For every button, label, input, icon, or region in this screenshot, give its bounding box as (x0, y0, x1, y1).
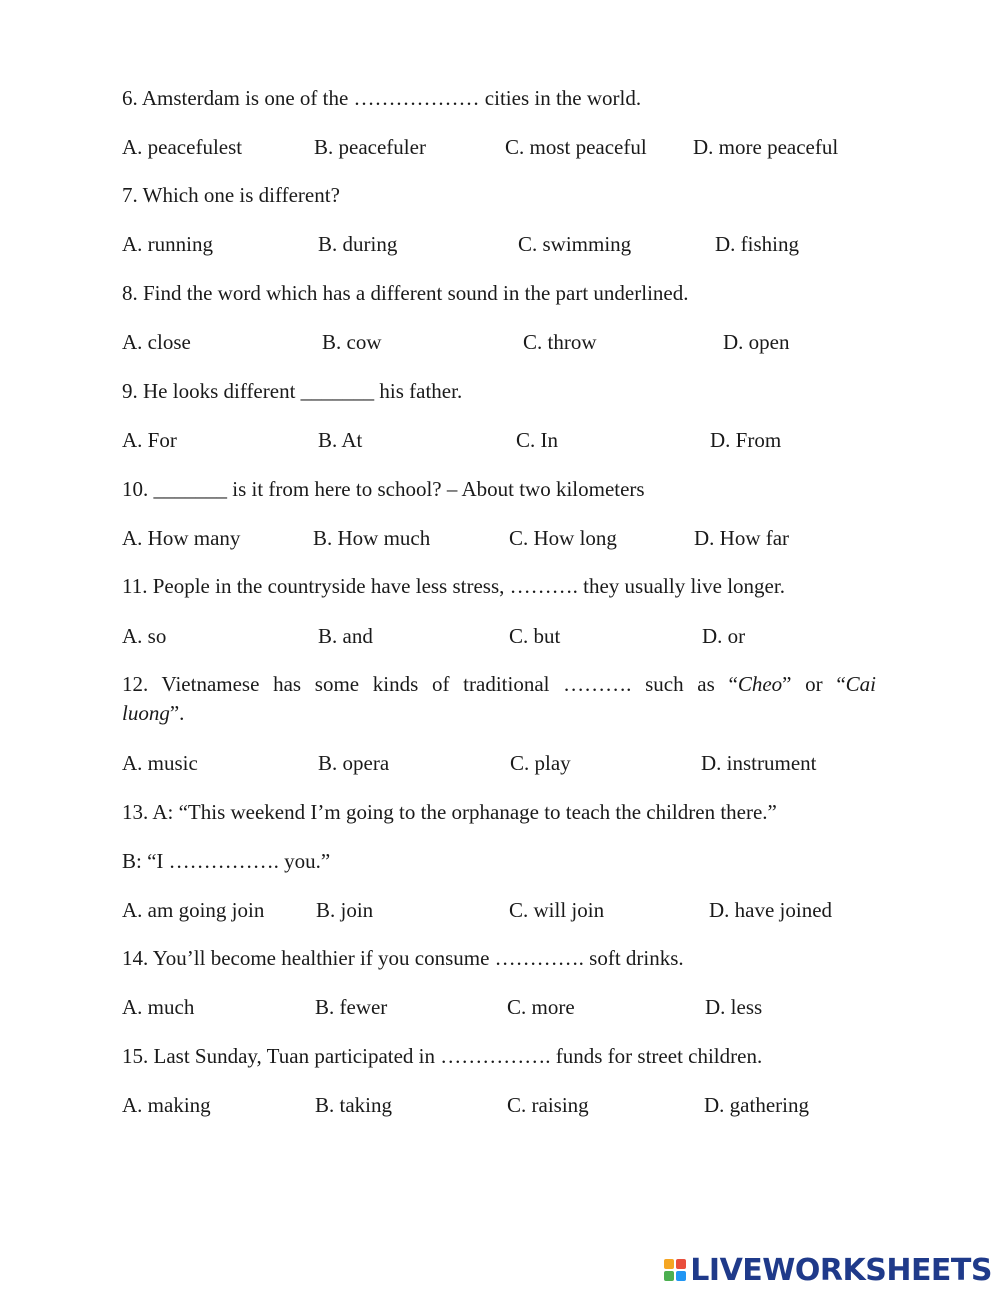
question-13-option-a[interactable]: A. am going join (122, 898, 265, 922)
question-6-option-c[interactable]: C. most peaceful (505, 135, 647, 159)
question-12-italic-cai: Cai (845, 672, 876, 696)
logo-square-2 (676, 1259, 686, 1269)
liveworksheets-logo-icon (664, 1259, 686, 1281)
question-12-stem-line1 (122, 670, 876, 699)
logo-square-1 (664, 1259, 674, 1269)
question-11-option-b[interactable]: B. and (318, 624, 373, 648)
question-7-stem: 7. Which one is different? (122, 183, 340, 207)
question-8-stem: 8. Find the word which has a different sound in the part underlined. (122, 281, 689, 305)
question-12-option-d[interactable]: D. instrument (701, 751, 817, 775)
question-8-option-c[interactable]: C. throw (523, 330, 597, 354)
liveworksheets-brand[interactable] (664, 1252, 992, 1288)
question-10-option-d[interactable]: D. How far (694, 526, 790, 550)
question-13-stem: 13. A: “This weekend I’m going to the orphanage to teach the children there.” (122, 800, 777, 824)
question-9-option-d[interactable]: D. From (710, 428, 782, 452)
question-9-option-a[interactable]: A. For (122, 428, 177, 452)
question-12-option-b[interactable]: B. opera (318, 751, 390, 775)
question-8-option-d[interactable]: D. open (723, 330, 790, 354)
question-10-option-a[interactable]: A. How many (122, 526, 241, 550)
question-13-option-c[interactable]: C. will join (509, 898, 605, 922)
question-14-option-b[interactable]: B. fewer (315, 995, 388, 1019)
question-14-stem: 14. You’ll become healthier if you consume …………. soft drinks. (122, 946, 684, 970)
question-15-stem: 15. Last Sunday, Tuan participated in ……………. funds for street children. (122, 1044, 763, 1068)
question-12-stem-end: ”. (169, 701, 185, 725)
question-6-option-d[interactable]: D. more peaceful (693, 135, 839, 159)
question-6-option-b[interactable]: B. peacefuler (314, 135, 426, 159)
question-13-stem-b: B: “I ……………. you.” (122, 849, 331, 873)
question-7-option-b[interactable]: B. during (318, 232, 398, 256)
question-7-option-a[interactable]: A. running (122, 232, 213, 256)
question-9-option-b[interactable]: B. At (318, 428, 363, 452)
question-7-option-c[interactable]: C. swimming (518, 232, 632, 256)
question-12-italic-cheo: Cheo (737, 672, 783, 696)
question-9-option-c[interactable]: C. In (516, 428, 558, 452)
question-10-option-b[interactable]: B. How much (313, 526, 431, 550)
question-15-option-d[interactable]: D. gathering (704, 1093, 809, 1117)
question-14-option-d[interactable]: D. less (705, 995, 763, 1019)
question-12-stem-text: 12. Vietnamese has some kinds of traditional ………. such as “ (122, 672, 738, 696)
question-6-option-a[interactable]: A. peacefulest (122, 135, 243, 159)
question-6-stem: 6. Amsterdam is one of the ……………… cities in the world. (122, 86, 642, 110)
question-15-option-b[interactable]: B. taking (315, 1093, 392, 1117)
question-11-stem: 11. People in the countryside have less stress, ………. they usually live longer. (122, 574, 785, 598)
question-14-option-c[interactable]: C. more (507, 995, 575, 1019)
question-11-option-d[interactable]: D. or (702, 624, 746, 648)
question-8-option-a[interactable]: A. close (122, 330, 191, 354)
question-8-option-b[interactable]: B. cow (322, 330, 382, 354)
question-12-stem (122, 670, 876, 728)
question-12-stem-mid: ” or “ (782, 672, 846, 696)
logo-square-4 (676, 1271, 686, 1281)
question-13-option-b[interactable]: B. join (316, 898, 374, 922)
question-12-option-c[interactable]: C. play (510, 751, 571, 775)
question-11-option-a[interactable]: A. so (122, 624, 167, 648)
question-7-option-d[interactable]: D. fishing (715, 232, 799, 256)
question-12-option-a[interactable]: A. music (122, 751, 198, 775)
question-10-option-c[interactable]: C. How long (509, 526, 617, 550)
question-10-stem: 10. _______ is it from here to school? – About two kilometers (122, 477, 645, 501)
question-12-italic-luong: luong (122, 701, 170, 725)
question-11-option-c[interactable]: C. but (509, 624, 561, 648)
question-13-option-d[interactable]: D. have joined (709, 898, 833, 922)
brand-name: LIVEWORKSHEETS (690, 1252, 992, 1288)
question-9-stem: 9. He looks different _______ his father. (122, 379, 463, 403)
question-15-option-a[interactable]: A. making (122, 1093, 211, 1117)
question-14-option-a[interactable]: A. much (122, 995, 195, 1019)
question-15-option-c[interactable]: C. raising (507, 1093, 589, 1117)
logo-square-3 (664, 1271, 674, 1281)
